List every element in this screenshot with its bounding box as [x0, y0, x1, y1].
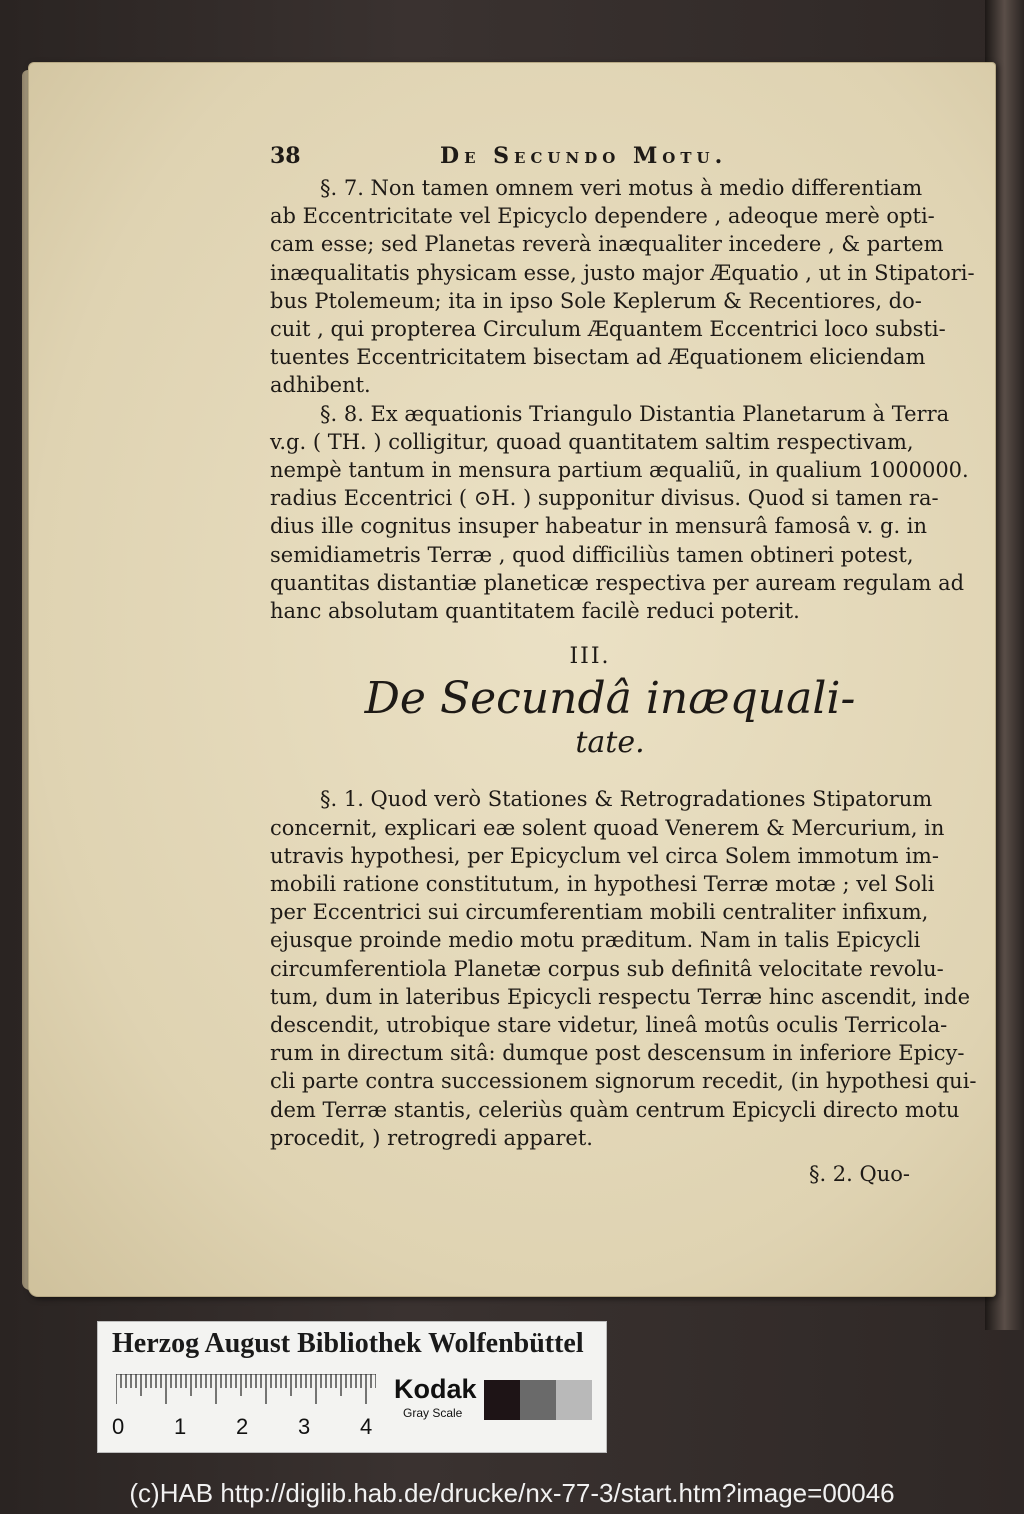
text-line: cam esse; sed Planetas reverà inæqualiter incedere , & partem: [270, 232, 944, 257]
library-calibration-card: [97, 1321, 607, 1453]
text-line: rum in directum sitâ: dumque post descensum in inferiore Epicy-: [270, 1041, 965, 1066]
running-header: [270, 140, 910, 174]
text-line: semidiametris Terræ , quod difficiliùs tamen obtineri potest,: [270, 542, 914, 567]
section-title-continued: tate.: [575, 725, 645, 761]
text-line: descendit, utrobique stare videtur, lineâ motûs oculis Terricola-: [270, 1013, 948, 1038]
paragraph-1: [270, 785, 977, 1152]
text-line: §. 1. Quod verò Stationes & Retrogradationes Stipatorum: [320, 787, 933, 812]
text-line: cuit , qui propterea Circulum Æquantem Eccentrici loco substi-: [270, 317, 946, 342]
gray-swatch-black: [484, 1380, 520, 1420]
text-line: inæqualitatis physicam esse, justo major Æquatio , ut in Stipatori-: [270, 260, 975, 285]
text-line: hanc absolutam quantitatem facilè reduci poterit.: [270, 599, 800, 624]
text-line: procedit, ) retrogredi apparet.: [270, 1125, 593, 1150]
text-line: v.g. ( TH. ) colligitur, quoad quantitatem saltim respectivam,: [270, 429, 914, 454]
text-line: per Eccentrici sui circumferentiam mobili centraliter infixum,: [270, 900, 929, 925]
text-line: utravis hypothesi, per Epicyclum vel circa Solem immotum im-: [270, 843, 939, 868]
text-line: concernit, explicari eæ solent quoad Venerem & Mercurium, in: [270, 815, 945, 840]
text-line: ejusque proinde medio motu præditum. Nam in talis Epicycli: [270, 928, 921, 953]
text-line: bus Ptolemeum; ita in ipso Sole Keplerum & Recentiores, do-: [270, 288, 922, 313]
gray-swatch-dark: [520, 1380, 556, 1420]
page-text: [270, 140, 977, 1188]
ruler-label: 3: [298, 1414, 311, 1439]
copyright-url: (c)HAB http://diglib.hab.de/drucke/nx-77-3/start.htm?image=00046: [129, 1478, 895, 1508]
text-line: §. 7. Non tamen omnem veri motus à medio differentiam: [320, 176, 923, 200]
text-line: §. 8. Ex æquationis Triangulo Distantia Planetarum à Terra: [320, 401, 950, 426]
gray-swatch-light: [556, 1380, 592, 1420]
text-line: quantitas distantiæ planeticæ respectiva per auream regulam ad: [270, 570, 965, 595]
text-line: ab Eccentricitate vel Epicyclo dependere , adeoque merè opti-: [270, 204, 935, 229]
ruler-label: 1: [174, 1414, 187, 1439]
section-title: De Secundâ inæquali-: [364, 673, 856, 725]
page-number: 38: [270, 143, 301, 169]
text-line: nempè tantum in mensura partium æqualiũ, in qualium 1000000.: [270, 458, 969, 483]
text-line: mobili ratione constitutum, in hypothesi Terræ motæ ; vel Soli: [270, 872, 935, 897]
text-line: circumferentiola Planetæ corpus sub definitâ velocitate revolu-: [270, 956, 944, 981]
text-line: cli parte contra successionem signorum recedit, (in hypothesi qui-: [270, 1069, 977, 1094]
paragraph-8: [270, 400, 969, 626]
kodak-logo: Kodak: [394, 1374, 477, 1404]
text-line: dem Terræ stantis, celeriùs quàm centrum Epicycli directo motu: [270, 1097, 960, 1122]
text-line: tum, dum in lateribus Epicycli respectu Terræ hinc ascendit, inde: [270, 984, 971, 1009]
ruler-label: 0: [112, 1414, 125, 1439]
ruler-label: 4: [360, 1414, 373, 1439]
catchword: §. 2. Quo-: [808, 1162, 910, 1187]
section-number: III.: [569, 644, 611, 670]
text-line: adhibent.: [270, 373, 371, 398]
text-line: radius Eccentrici ( ⊙H. ) supponitur divisus. Quod si tamen ra-: [270, 486, 939, 511]
paragraph-7: [270, 174, 975, 400]
gray-scale-label: Gray Scale: [403, 1406, 463, 1420]
library-name: Herzog August Bibliothek Wolfenbüttel: [112, 1328, 584, 1359]
text-line: dius ille cognitus insuper habeatur in mensurâ famosâ v. g. in: [270, 514, 928, 539]
ruler-scale: [116, 1374, 376, 1414]
ruler-label: 2: [236, 1414, 249, 1439]
running-title: De Secundo Motu.: [440, 143, 728, 169]
text-line: tuentes Eccentricitatem bisectam ad Æquationem eliciendam: [270, 345, 926, 370]
